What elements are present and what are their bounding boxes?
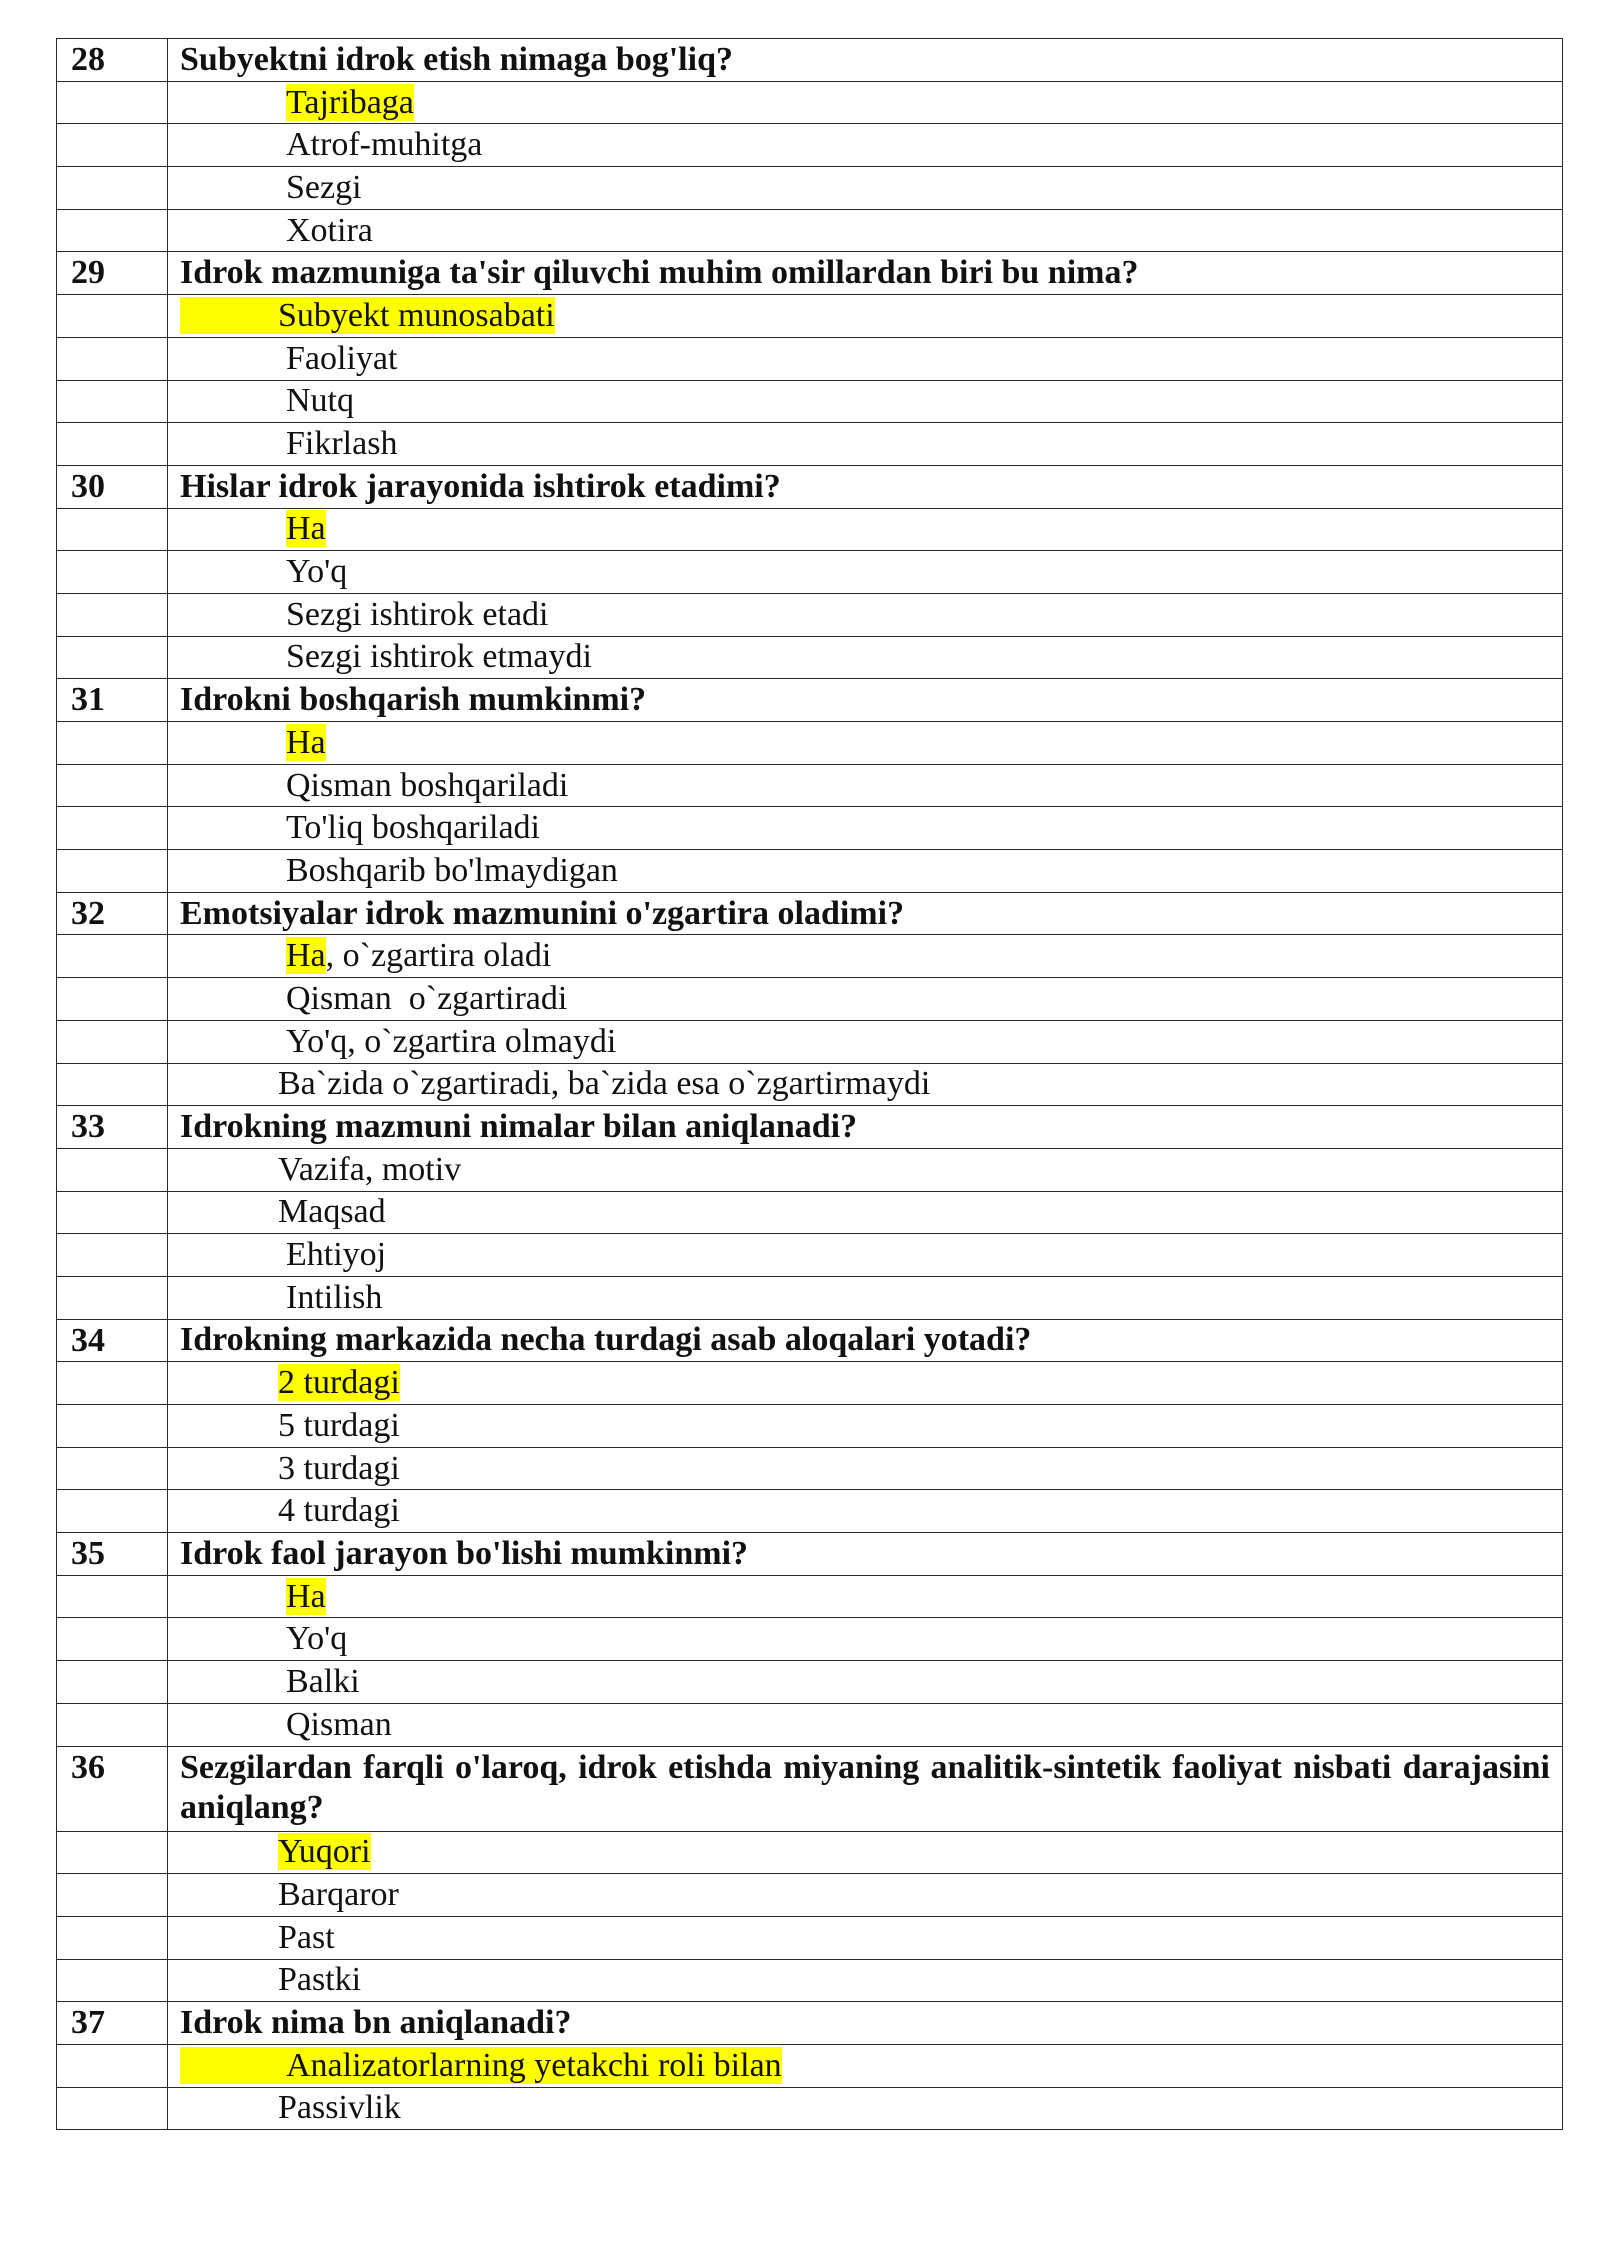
answer-option-text: 3 turdagi bbox=[278, 1449, 400, 1487]
answer-option-cell bbox=[168, 1447, 1563, 1490]
answer-option-row bbox=[57, 1063, 1563, 1106]
answer-option-row bbox=[57, 423, 1563, 466]
answer-option-cell bbox=[168, 1020, 1563, 1063]
question-text: Subyektni idrok etish nimaga bog'liq? bbox=[168, 39, 1563, 82]
question-row bbox=[57, 1106, 1563, 1149]
question-number: 34 bbox=[57, 1319, 168, 1362]
empty-number-cell bbox=[57, 1703, 168, 1746]
correct-answer-highlight bbox=[286, 510, 326, 547]
answer-option-text: Ha bbox=[286, 937, 326, 975]
correct-answer-highlight bbox=[180, 2047, 782, 2084]
answer-option-wrapper bbox=[286, 340, 397, 377]
answer-option-wrapper bbox=[286, 1663, 360, 1700]
answer-option-row bbox=[57, 337, 1563, 380]
answer-option-wrapper bbox=[278, 1961, 361, 1998]
answer-option-cell bbox=[168, 1661, 1563, 1704]
empty-number-cell bbox=[57, 1148, 168, 1191]
correct-answer-highlight bbox=[278, 1364, 400, 1401]
answer-option-cell bbox=[168, 1959, 1563, 2002]
answer-option-cell bbox=[168, 380, 1563, 423]
answer-option-cell bbox=[168, 1191, 1563, 1234]
empty-number-cell bbox=[57, 295, 168, 338]
answer-option-text: Atrof-muhitga bbox=[286, 126, 483, 164]
answer-option-text: Qisman o`zgartiradi bbox=[286, 979, 568, 1017]
answer-option-cell bbox=[168, 1490, 1563, 1533]
answer-option-cell bbox=[168, 423, 1563, 466]
question-row bbox=[57, 2002, 1563, 2045]
answer-option-row bbox=[57, 1362, 1563, 1405]
empty-number-cell bbox=[57, 935, 168, 978]
answer-option-text: Yo'q bbox=[286, 553, 348, 591]
answer-option-wrapper bbox=[278, 1193, 386, 1230]
answer-option-row bbox=[57, 551, 1563, 594]
answer-option-row bbox=[57, 1831, 1563, 1874]
answer-option-cell bbox=[168, 1405, 1563, 1448]
answer-option-row bbox=[57, 1618, 1563, 1661]
answer-option-row bbox=[57, 1661, 1563, 1704]
answer-option-cell bbox=[168, 1874, 1563, 1917]
answer-option-text: Ba`zida o`zgartiradi, ba`zida esa o`zgartirmaydi bbox=[278, 1065, 931, 1103]
empty-number-cell bbox=[57, 593, 168, 636]
answer-option-wrapper bbox=[278, 1492, 400, 1529]
answer-option-row bbox=[57, 167, 1563, 210]
answer-option-row bbox=[57, 1490, 1563, 1533]
empty-number-cell bbox=[57, 81, 168, 124]
empty-number-cell bbox=[57, 423, 168, 466]
answer-option-text: Nutq bbox=[286, 382, 354, 420]
answer-option-row bbox=[57, 935, 1563, 978]
answer-option-row bbox=[57, 722, 1563, 765]
answer-option-text: Sezgi ishtirok etadi bbox=[286, 595, 549, 633]
empty-number-cell bbox=[57, 551, 168, 594]
answer-option-text: Yo'q, o`zgartira olmaydi bbox=[286, 1022, 617, 1060]
correct-answer-highlight bbox=[180, 297, 555, 334]
answer-option-cell bbox=[168, 1575, 1563, 1618]
empty-number-cell bbox=[57, 1020, 168, 1063]
answer-option-row bbox=[57, 1874, 1563, 1917]
question-row bbox=[57, 1746, 1563, 1831]
answer-option-row bbox=[57, 1916, 1563, 1959]
empty-number-cell bbox=[57, 209, 168, 252]
answer-option-row bbox=[57, 1148, 1563, 1191]
answer-option-suffix: , o`zgartira oladi bbox=[325, 937, 552, 975]
question-text: Idrokning mazmuni nimalar bilan aniqlanadi? bbox=[168, 1106, 1563, 1149]
answer-table bbox=[56, 38, 1563, 2130]
answer-option-cell bbox=[168, 807, 1563, 850]
question-number: 31 bbox=[57, 679, 168, 722]
answer-option-cell bbox=[168, 764, 1563, 807]
answer-table-body bbox=[57, 39, 1563, 2130]
question-row bbox=[57, 39, 1563, 82]
empty-number-cell bbox=[57, 1916, 168, 1959]
empty-number-cell bbox=[57, 978, 168, 1021]
empty-number-cell bbox=[57, 2044, 168, 2087]
answer-option-text: Sezgi bbox=[286, 168, 362, 206]
answer-option-text: Past bbox=[278, 1918, 335, 1956]
answer-option-cell bbox=[168, 2044, 1563, 2087]
answer-option-wrapper bbox=[286, 852, 618, 889]
empty-number-cell bbox=[57, 167, 168, 210]
answer-option-text: Ha bbox=[286, 1577, 326, 1615]
answer-option-row bbox=[57, 1703, 1563, 1746]
question-number: 36 bbox=[57, 1746, 168, 1831]
question-number: 32 bbox=[57, 892, 168, 935]
question-text: Sezgilardan farqli o'laroq, idrok etishda miyaning analitik-sintetik faoliyat nisbati darajasini aniqlang? bbox=[168, 1746, 1563, 1831]
empty-number-cell bbox=[57, 1618, 168, 1661]
answer-option-cell bbox=[168, 722, 1563, 765]
answer-option-cell bbox=[168, 850, 1563, 893]
answer-option-cell bbox=[168, 1831, 1563, 1874]
answer-option-text: Fikrlash bbox=[286, 425, 398, 463]
answer-option-text: Analizatorlarning yetakchi roli bilan bbox=[286, 2046, 782, 2084]
correct-answer-highlight bbox=[286, 724, 326, 761]
answer-option-row bbox=[57, 764, 1563, 807]
empty-number-cell bbox=[57, 636, 168, 679]
answer-option-text: Passivlik bbox=[278, 2089, 401, 2127]
question-number: 29 bbox=[57, 252, 168, 295]
empty-number-cell bbox=[57, 1191, 168, 1234]
answer-option-text: 5 turdagi bbox=[278, 1406, 400, 1444]
answer-option-wrapper bbox=[286, 1023, 616, 1060]
empty-number-cell bbox=[57, 1447, 168, 1490]
question-text: Idrok nima bn aniqlanadi? bbox=[168, 2002, 1563, 2045]
answer-option-wrapper bbox=[278, 1919, 335, 1956]
answer-option-wrapper bbox=[286, 767, 568, 804]
answer-option-wrapper bbox=[286, 980, 567, 1017]
answer-option-text: Barqaror bbox=[278, 1876, 399, 1914]
answer-option-text: Subyekt munosabati bbox=[278, 296, 555, 334]
answer-option-text: Maqsad bbox=[278, 1193, 386, 1231]
answer-option-text: Faoliyat bbox=[286, 339, 398, 377]
question-row bbox=[57, 465, 1563, 508]
answer-option-cell bbox=[168, 551, 1563, 594]
question-text: Idrokning markazida necha turdagi asab aloqalari yotadi? bbox=[168, 1319, 1563, 1362]
answer-option-text: Balki bbox=[286, 1662, 360, 1700]
answer-option-cell bbox=[168, 1618, 1563, 1661]
answer-option-wrapper bbox=[286, 126, 482, 163]
answer-option-text: Qisman boshqariladi bbox=[286, 766, 569, 804]
answer-option-cell bbox=[168, 978, 1563, 1021]
answer-option-wrapper bbox=[286, 169, 362, 206]
answer-option-text: Yo'q bbox=[286, 1620, 348, 1658]
correct-answer-highlight bbox=[278, 1833, 371, 1870]
answer-option-text: Yuqori bbox=[278, 1833, 371, 1871]
correct-answer-highlight bbox=[286, 937, 326, 974]
empty-number-cell bbox=[57, 1490, 168, 1533]
empty-number-cell bbox=[57, 1405, 168, 1448]
question-text: Idrokni boshqarish mumkinmi? bbox=[168, 679, 1563, 722]
question-text: Idrok faol jarayon bo'lishi mumkinmi? bbox=[168, 1533, 1563, 1576]
answer-option-text: Intilish bbox=[286, 1278, 383, 1316]
empty-number-cell bbox=[57, 1234, 168, 1277]
empty-number-cell bbox=[57, 2087, 168, 2130]
answer-option-wrapper bbox=[278, 1876, 399, 1913]
answer-option-row bbox=[57, 124, 1563, 167]
answer-option-cell bbox=[168, 1063, 1563, 1106]
answer-option-cell bbox=[168, 1362, 1563, 1405]
question-text: Idrok mazmuniga ta'sir qiluvchi muhim omillardan biri bu nima? bbox=[168, 252, 1563, 295]
question-text: Hislar idrok jarayonida ishtirok etadimi? bbox=[168, 465, 1563, 508]
answer-option-row bbox=[57, 636, 1563, 679]
question-row bbox=[57, 892, 1563, 935]
answer-option-text: Ehtiyoj bbox=[286, 1236, 387, 1274]
answer-option-row bbox=[57, 850, 1563, 893]
answer-option-wrapper bbox=[278, 1407, 400, 1444]
answer-option-row bbox=[57, 1959, 1563, 2002]
answer-option-text: To'liq boshqariladi bbox=[286, 809, 540, 847]
question-number: 30 bbox=[57, 465, 168, 508]
empty-number-cell bbox=[57, 1575, 168, 1618]
answer-option-wrapper bbox=[286, 212, 373, 249]
answer-option-wrapper bbox=[278, 1151, 461, 1188]
empty-number-cell bbox=[57, 764, 168, 807]
answer-option-cell bbox=[168, 1916, 1563, 1959]
answer-option-text: Pastki bbox=[278, 1961, 362, 1999]
question-number: 37 bbox=[57, 2002, 168, 2045]
answer-option-cell bbox=[168, 295, 1563, 338]
answer-option-wrapper bbox=[286, 809, 540, 846]
answer-option-cell bbox=[168, 1276, 1563, 1319]
answer-option-row bbox=[57, 380, 1563, 423]
answer-option-wrapper bbox=[286, 1279, 382, 1316]
question-row bbox=[57, 252, 1563, 295]
empty-number-cell bbox=[57, 1959, 168, 2002]
question-row bbox=[57, 1533, 1563, 1576]
answer-option-text: 4 turdagi bbox=[278, 1492, 400, 1530]
answer-option-wrapper bbox=[286, 425, 397, 462]
empty-number-cell bbox=[57, 508, 168, 551]
empty-number-cell bbox=[57, 807, 168, 850]
answer-option-cell bbox=[168, 2087, 1563, 2130]
answer-option-wrapper bbox=[286, 1706, 392, 1743]
answer-option-row bbox=[57, 508, 1563, 551]
answer-option-row bbox=[57, 2087, 1563, 2130]
empty-number-cell bbox=[57, 722, 168, 765]
answer-option-text: Ha bbox=[286, 723, 326, 761]
answer-option-row bbox=[57, 1234, 1563, 1277]
question-number: 28 bbox=[57, 39, 168, 82]
question-text: Emotsiyalar idrok mazmunini o'zgartira oladimi? bbox=[168, 892, 1563, 935]
answer-option-text: Xotira bbox=[286, 211, 373, 249]
answer-option-wrapper bbox=[286, 553, 347, 590]
answer-option-wrapper bbox=[286, 596, 549, 633]
answer-option-wrapper bbox=[278, 1065, 930, 1102]
answer-option-row bbox=[57, 2044, 1563, 2087]
answer-option-cell bbox=[168, 1234, 1563, 1277]
answer-option-cell bbox=[168, 593, 1563, 636]
answer-option-text: Sezgi ishtirok etmaydi bbox=[286, 638, 592, 676]
correct-answer-highlight bbox=[286, 1578, 326, 1615]
answer-option-cell bbox=[168, 636, 1563, 679]
empty-number-cell bbox=[57, 124, 168, 167]
answer-option-wrapper bbox=[278, 2089, 401, 2126]
empty-number-cell bbox=[57, 1661, 168, 1704]
answer-option-cell bbox=[168, 209, 1563, 252]
answer-option-row bbox=[57, 1020, 1563, 1063]
question-number: 35 bbox=[57, 1533, 168, 1576]
answer-option-cell bbox=[168, 935, 1563, 978]
empty-number-cell bbox=[57, 1874, 168, 1917]
answer-option-text: Qisman bbox=[286, 1705, 392, 1743]
answer-option-wrapper bbox=[286, 638, 592, 675]
empty-number-cell bbox=[57, 380, 168, 423]
empty-number-cell bbox=[57, 337, 168, 380]
empty-number-cell bbox=[57, 1831, 168, 1874]
answer-option-wrapper bbox=[286, 1236, 386, 1273]
empty-number-cell bbox=[57, 1276, 168, 1319]
answer-option-row bbox=[57, 209, 1563, 252]
answer-option-cell bbox=[168, 508, 1563, 551]
answer-option-wrapper bbox=[286, 1620, 347, 1657]
question-row bbox=[57, 679, 1563, 722]
answer-option-cell bbox=[168, 167, 1563, 210]
correct-answer-highlight bbox=[286, 84, 414, 121]
answer-option-cell bbox=[168, 337, 1563, 380]
answer-option-row bbox=[57, 81, 1563, 124]
answer-option-row bbox=[57, 1191, 1563, 1234]
empty-number-cell bbox=[57, 1362, 168, 1405]
answer-option-row bbox=[57, 1575, 1563, 1618]
question-number: 33 bbox=[57, 1106, 168, 1149]
answer-option-wrapper bbox=[286, 382, 354, 419]
answer-option-text: Vazifa, motiv bbox=[278, 1150, 462, 1188]
empty-number-cell bbox=[57, 850, 168, 893]
answer-option-row bbox=[57, 1276, 1563, 1319]
question-row bbox=[57, 1319, 1563, 1362]
answer-option-cell bbox=[168, 124, 1563, 167]
answer-option-text: 2 turdagi bbox=[278, 1364, 400, 1402]
answer-option-row bbox=[57, 978, 1563, 1021]
answer-option-row bbox=[57, 593, 1563, 636]
answer-option-wrapper bbox=[278, 1450, 400, 1487]
answer-option-row bbox=[57, 1447, 1563, 1490]
answer-option-row bbox=[57, 295, 1563, 338]
answer-option-text: Boshqarib bo'lmaydigan bbox=[286, 851, 618, 889]
answer-option-row bbox=[57, 1405, 1563, 1448]
answer-option-cell bbox=[168, 1703, 1563, 1746]
answer-option-text: Ha bbox=[286, 510, 326, 548]
answer-option-text: Tajribaga bbox=[286, 83, 414, 121]
empty-number-cell bbox=[57, 1063, 168, 1106]
answer-option-cell bbox=[168, 1148, 1563, 1191]
answer-option-row bbox=[57, 807, 1563, 850]
answer-option-cell bbox=[168, 81, 1563, 124]
